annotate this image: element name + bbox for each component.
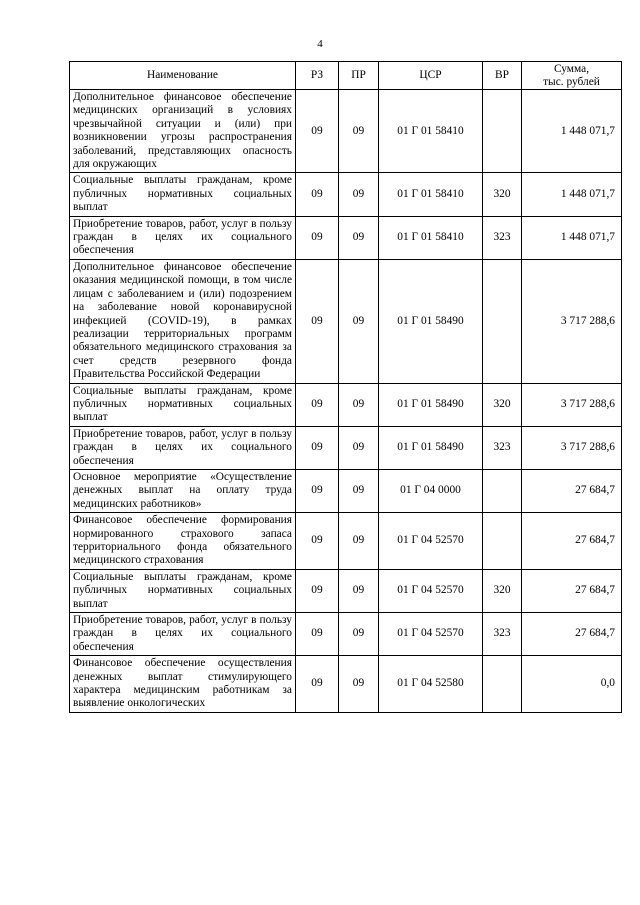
row-vr: [483, 513, 522, 570]
table-row: [70, 656, 622, 713]
row-csr: 01 Г 01 58410: [379, 173, 483, 216]
row-rz: 09: [296, 383, 339, 426]
budget-table: [69, 61, 622, 713]
row-pr: 09: [339, 613, 379, 656]
row-rz: 09: [296, 259, 339, 383]
table-row: [70, 259, 622, 383]
row-rz: 09: [296, 613, 339, 656]
row-vr: [483, 656, 522, 713]
row-pr: 09: [339, 469, 379, 512]
row-sum: 27 684,7: [522, 613, 622, 656]
row-sum: 1 448 071,7: [522, 216, 622, 259]
row-vr: [483, 469, 522, 512]
row-sum: 3 717 288,6: [522, 426, 622, 469]
row-csr: 01 Г 04 52570: [379, 513, 483, 570]
row-csr: 01 Г 01 58410: [379, 90, 483, 173]
row-csr: 01 Г 01 58490: [379, 426, 483, 469]
row-csr: 01 Г 04 52570: [379, 569, 483, 612]
table-header-row: [70, 62, 622, 90]
row-name: Основное мероприятие «Осуществление денежных выплат на оплату труда медицинских работников»: [70, 469, 296, 512]
row-pr: 09: [339, 426, 379, 469]
header-pr: ПР: [339, 62, 379, 90]
row-rz: 09: [296, 569, 339, 612]
row-csr: 01 Г 01 58490: [379, 383, 483, 426]
row-vr: [483, 259, 522, 383]
row-name: Социальные выплаты гражданам, кроме публичных нормативных социальных выплат: [70, 569, 296, 612]
row-name: Социальные выплаты гражданам, кроме публичных нормативных социальных выплат: [70, 173, 296, 216]
row-rz: 09: [296, 216, 339, 259]
row-csr: 01 Г 01 58490: [379, 259, 483, 383]
table-row: [70, 513, 622, 570]
row-pr: 09: [339, 216, 379, 259]
row-vr: [483, 90, 522, 173]
row-sum: 3 717 288,6: [522, 383, 622, 426]
row-pr: 09: [339, 513, 379, 570]
row-vr: 323: [483, 216, 522, 259]
row-vr: 320: [483, 173, 522, 216]
row-csr: 01 Г 01 58410: [379, 216, 483, 259]
row-pr: 09: [339, 90, 379, 173]
row-csr: 01 Г 04 52570: [379, 613, 483, 656]
row-rz: 09: [296, 426, 339, 469]
row-name: Социальные выплаты гражданам, кроме публичных нормативных социальных выплат: [70, 383, 296, 426]
table-row: [70, 173, 622, 216]
row-csr: 01 Г 04 52580: [379, 656, 483, 713]
row-name: Дополнительное финансовое обеспечение медицинских организаций в условиях чрезвычайной ситуации и (или) при возникновении угрозы распространения заболеваний, представляющих опасность для окружающих: [70, 90, 296, 173]
row-pr: 09: [339, 173, 379, 216]
header-name: Наименование: [70, 62, 296, 90]
row-pr: 09: [339, 569, 379, 612]
header-csr: ЦСР: [379, 62, 483, 90]
row-vr: 323: [483, 613, 522, 656]
row-rz: 09: [296, 173, 339, 216]
row-name: Приобретение товаров, работ, услуг в пользу граждан в целях их социального обеспечения: [70, 613, 296, 656]
row-sum: 27 684,7: [522, 513, 622, 570]
row-name: Дополнительное финансовое обеспечение оказания медицинской помощи, в том числе лицам с заболеванием и (или) подозрением на заболевание новой коронавирусной инфекцией (COVID-19), в рамках реализации территориальных программ обязательного медицинского страхования за счет средств резервного фонда Правительства Российской Федерации: [70, 259, 296, 383]
row-csr: 01 Г 04 0000: [379, 469, 483, 512]
row-vr: 323: [483, 426, 522, 469]
row-name: Финансовое обеспечение формирования нормированного страхового запаса территориального фонда обязательного медицинского страхования: [70, 513, 296, 570]
header-vr: ВР: [483, 62, 522, 90]
table-row: [70, 426, 622, 469]
table-row: [70, 90, 622, 173]
row-sum: 1 448 071,7: [522, 90, 622, 173]
page-number: 4: [317, 38, 323, 50]
row-sum: 3 717 288,6: [522, 259, 622, 383]
row-pr: 09: [339, 383, 379, 426]
row-name: Приобретение товаров, работ, услуг в пользу граждан в целях их социального обеспечения: [70, 216, 296, 259]
header-rz: РЗ: [296, 62, 339, 90]
row-rz: 09: [296, 90, 339, 173]
row-sum: 27 684,7: [522, 569, 622, 612]
row-name: Приобретение товаров, работ, услуг в пользу граждан в целях их социального обеспечения: [70, 426, 296, 469]
row-rz: 09: [296, 656, 339, 713]
row-rz: 09: [296, 513, 339, 570]
header-sum: Сумма, тыс. рублей: [522, 62, 622, 90]
row-sum: 27 684,7: [522, 469, 622, 512]
row-name: Финансовое обеспечение осуществления денежных выплат стимулирующего характера медицинским работникам за выявление онкологических: [70, 656, 296, 713]
table-row: [70, 216, 622, 259]
row-sum: 1 448 071,7: [522, 173, 622, 216]
table-row: [70, 569, 622, 612]
row-rz: 09: [296, 469, 339, 512]
row-sum: 0,0: [522, 656, 622, 713]
row-pr: 09: [339, 259, 379, 383]
row-vr: 320: [483, 569, 522, 612]
row-vr: 320: [483, 383, 522, 426]
row-pr: 09: [339, 656, 379, 713]
table-row: [70, 383, 622, 426]
table-row: [70, 469, 622, 512]
table-row: [70, 613, 622, 656]
